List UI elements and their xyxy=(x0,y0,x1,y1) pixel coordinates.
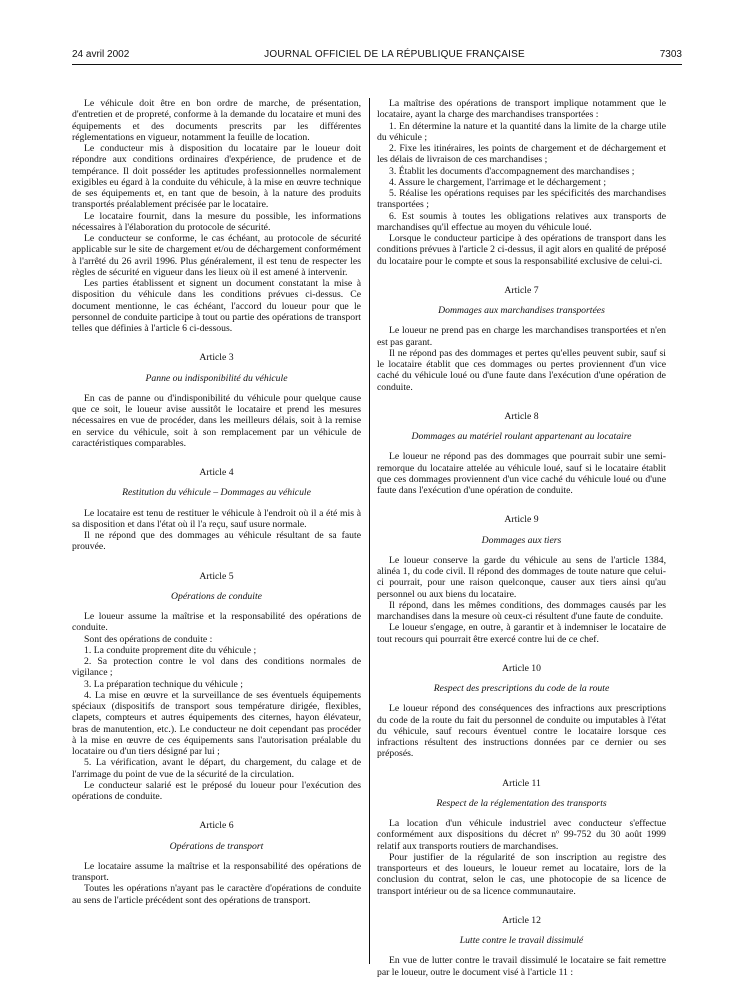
paragraph: Le conducteur mis à disposition du locataire par le loueur doit répondre aux conditions ordinaires d'expérience, de prudence et de tempérance. Il doit posséder les aptitudes professionnelles normalement exigibles eu égard à la conduite du véhicule, à la mise en œuvre technique de ses équipements et, en tant que de besoin, à la nature des produits transportés préalablement précisée par le locataire. xyxy=(72,143,361,211)
article-subtitle: Dommages aux tiers xyxy=(481,534,562,546)
paragraph: Lorsque le conducteur participe à des opérations de transport dans les conditions prévues à l'article 2 ci-dessus, il agit alors en qualité de préposé du locataire pour le compte et sous la responsabilité exclusive de celui-ci. xyxy=(377,233,666,267)
paragraph: En vue de lutter contre le travail dissimulé le locataire se fait remettre par le loueur, outre le document visé à l'article 11 : xyxy=(377,955,666,978)
right-column xyxy=(377,98,666,978)
paragraph: Le loueur s'engage, en outre, à garantir et à indemniser le locataire de tout recours qui pourrait être exercé contre lui de ce chef. xyxy=(377,622,666,645)
paragraph: Sont des opérations de conduite : xyxy=(84,633,213,645)
list-item: 3. Établit les documents d'accompagnement des marchandises ; xyxy=(389,165,635,177)
header-rule xyxy=(72,64,682,65)
paragraph: Le conducteur se conforme, le cas échéant, au protocole de sécurité applicable sur le site de chargement et/ou de déchargement conformément à l'arrêté du 26 avril 1996. Plus généralement, il est tenu de respecter les règles de sécurité en vigueur dans les lieux où il est amené à intervenir. xyxy=(72,233,361,278)
article-heading: Article 5 xyxy=(199,570,234,582)
page-header xyxy=(72,49,682,61)
paragraph: Le locataire assume la maîtrise et la responsabilité des opérations de transport. xyxy=(72,860,361,883)
article-subtitle: Dommages au matériel roulant appartenant au locataire xyxy=(411,431,632,442)
article-subtitle: Opérations de transport xyxy=(169,840,264,852)
article-heading: Article 10 xyxy=(501,662,541,674)
article-subtitle: Restitution du véhicule – Dommages au véhicule xyxy=(122,487,311,499)
paragraph: Il répond, dans les mêmes conditions, des dommages causés par les marchandises dans la mesure où ceux-ci résultent d'une faute de conduite. xyxy=(377,599,666,622)
list-item: 4. La mise en œuvre et la surveillance de ses éventuels équipements spéciaux (dispositifs de transport sous température dirigée, flexibles, clapets, compteurs et autres équipements des citernes, hayon élévateur, bras de manutention, etc.). Le conducteur ne doit cependant pas procéder à la mise en œuvre de ces équipements sans l'autorisation préalable du locataire ou d'un tiers désigné par lui ; xyxy=(72,689,361,757)
paragraph: La maîtrise des opérations de transport implique notamment que le locataire, ayant la charge des marchandises transportées : xyxy=(377,98,666,121)
paragraph: Le véhicule doit être en bon ordre de marche, de présentation, d'entretien et de propreté, conforme à la demande du locataire et muni des équipements et des documents prescrits par les différentes réglementations en vigueur, notamment la feuille de location. xyxy=(72,98,361,143)
list-item: 6. Est soumis à toutes les obligations relatives aux transports de marchandises qu'il effectue au moyen du véhicule loué. xyxy=(377,210,666,233)
header-page-number: 7303 xyxy=(659,49,682,60)
article-heading: Article 4 xyxy=(199,467,234,478)
paragraph: Le conducteur salarié est le préposé du loueur pour l'exécution des opérations de conduite. xyxy=(72,779,361,802)
article-heading: Article 9 xyxy=(504,514,539,526)
header-journal-title: JOURNAL OFFICIEL DE LA RÉPUBLIQUE FRANÇAISE xyxy=(264,49,525,60)
paragraph: Le loueur ne prend pas en charge les marchandises transportées et n'en est pas garant. xyxy=(377,325,666,348)
article-heading: Article 6 xyxy=(199,820,234,832)
paragraph: Les parties établissent et signent un document constatant la mise à disposition du véhicule dans les conditions prévues ci-dessus. Ce document mentionne, le cas échéant, l'accord du loueur pour que le personnel de conduite participe à tout ou partie des opérations de transport telles que définies à l'article 6 ci-dessous. xyxy=(72,278,361,334)
paragraph: Il ne répond pas des dommages et pertes qu'elles peuvent subir, sauf si le locataire établit que ces dommages ou pertes proviennent d'un vice caché du véhicule loué ou d'une faute dans l'exécution d'une opération de conduite. xyxy=(377,347,666,393)
paragraph: Le loueur assume la maîtrise et la responsabilité des opérations de conduite. xyxy=(72,611,361,634)
article-heading: Article 8 xyxy=(504,410,539,422)
list-item: 5. Réalise les opérations requises par les spécificités des marchandises transportées ; xyxy=(377,188,666,211)
article-subtitle: Panne ou indisponibilité du véhicule xyxy=(145,372,288,384)
list-item: 3. La préparation technique du véhicule ; xyxy=(84,678,243,690)
article-subtitle: Respect des prescriptions du code de la route xyxy=(433,683,610,694)
article-heading: Article 12 xyxy=(501,914,541,926)
paragraph: Le locataire fournit, dans la mesure du possible, les informations nécessaires à l'élaboration du protocole de sécurité. xyxy=(72,210,361,233)
article-heading: Article 7 xyxy=(504,284,539,296)
paragraph: En cas de panne ou d'indisponibilité du véhicule pour quelque cause que ce soit, le loueur avise aussitôt le locataire et prend les mesures nécessaires en vue de procéder, dans les meilleurs délais, soit à la remise en service du véhicule, soit à son remplacement par un véhicule de caractéristiques comparables. xyxy=(72,392,361,449)
header-date: 24 avril 2002 xyxy=(72,49,130,60)
paragraph: Le loueur ne répond pas des dommages que pourrait subir une semi-remorque du locataire attelée au véhicule loué, sauf si le locataire établit que ces dommages proviennent d'un vice caché du véhicule loué ou d'une faute dans l'exécution d'une opération de conduite. xyxy=(377,451,666,496)
paragraph: Il ne répond que des dommages au véhicule résultant de sa faute prouvée. xyxy=(72,530,361,553)
article-subtitle: Dommages aux marchandises transportées xyxy=(438,305,605,316)
article-subtitle: Lutte contre le travail dissimulé xyxy=(459,935,584,946)
list-item: 4. Assure le chargement, l'arrimage et le déchargement ; xyxy=(389,176,607,188)
list-item: 5. La vérification, avant le départ, du chargement, du calage et de l'arrimage du point de vue de la sécurité de la circulation. xyxy=(72,757,361,780)
article-subtitle: Respect de la réglementation des transports xyxy=(436,797,607,809)
paragraph: Pour justifier de la régularité de son inscription au registre des transporteurs et des loueurs, le loueur remet au locataire, lors de la conclusion du contrat, selon le cas, une photocopie de sa licence de transport intérieur ou de sa licence communautaire. xyxy=(377,851,666,897)
article-heading: Article 11 xyxy=(502,777,541,789)
list-item: 1. La conduite proprement dite du véhicule ; xyxy=(84,644,257,656)
list-item: 2. Fixe les itinéraires, les points de chargement et de déchargement et les délais de livraison de ces marchandises ; xyxy=(377,143,666,166)
list-item: 1. En détermine la nature et la quantité dans la limite de la charge utile du véhicule ; xyxy=(377,120,666,143)
paragraph: Le locataire est tenu de restituer le véhicule à l'endroit où il a été mis à sa disposition et dans l'état où il l'a reçu, sauf usure normale. xyxy=(72,507,361,530)
article-heading: Article 3 xyxy=(199,352,234,364)
paragraph: Le loueur conserve la garde du véhicule au sens de l'article 1384, alinéa 1, du code civil. Il répond des dommages de toute nature que celui-ci pourrait, pour une raison quelconque, causer aux tiers ainsi qu'au personnel ou aux biens du locataire. xyxy=(377,554,666,600)
column-divider xyxy=(369,98,370,964)
paragraph: Le loueur répond des conséquences des infractions aux prescriptions du code de la route du fait du personnel de conduite ou imputables à l'état du véhicule, sauf recours éventuel contre le locataire lorsque ces infractions résultent des instructions données par ce dernier ou ses préposés. xyxy=(377,703,666,760)
list-item: 2. Sa protection contre le vol dans des conditions normales de vigilance ; xyxy=(72,656,361,679)
article-subtitle: Opérations de conduite xyxy=(171,590,262,602)
paragraph: Toutes les opérations n'ayant pas le caractère d'opérations de conduite au sens de l'article précédent sont des opérations de transport. xyxy=(72,883,361,906)
paragraph: La location d'un véhicule industriel avec conducteur s'effectue conformément aux dispositions du décret nº 99-752 du 30 août 1999 relatif aux transports routiers de marchandises. xyxy=(377,818,666,852)
left-column xyxy=(72,98,361,906)
